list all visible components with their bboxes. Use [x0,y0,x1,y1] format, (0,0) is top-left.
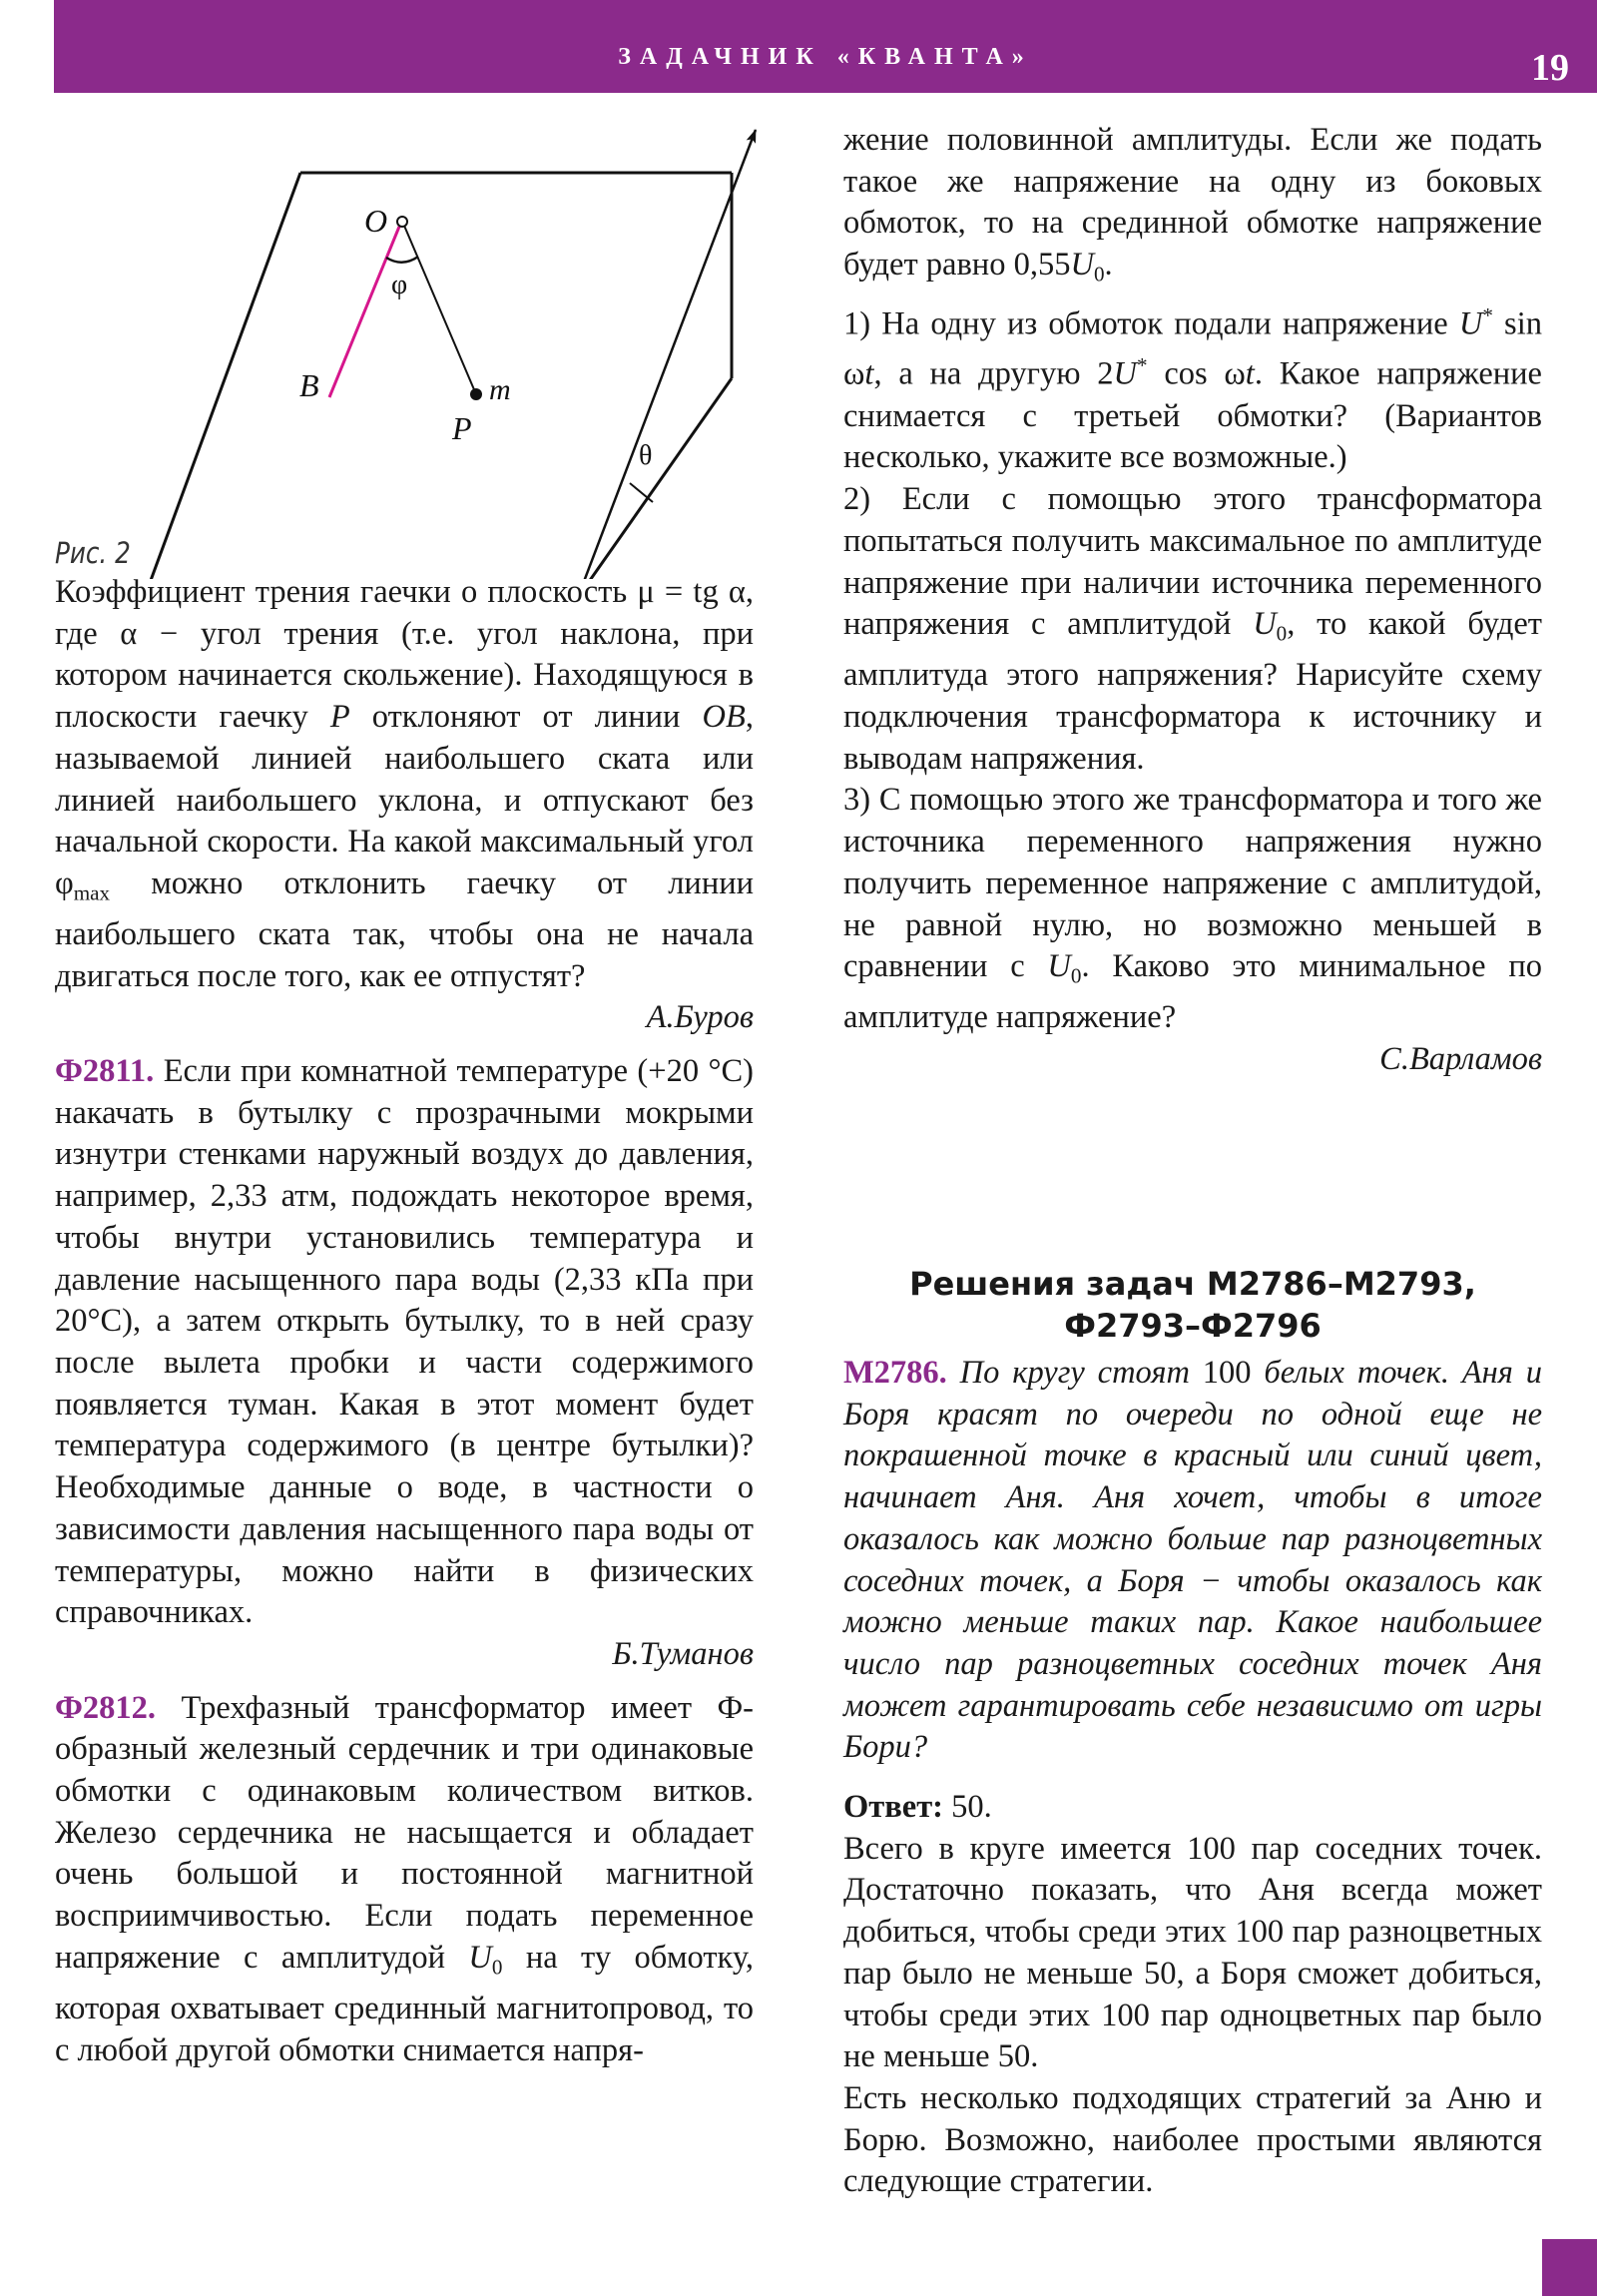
text-run: , называемой линией наибольшего ската или линией наибольшего уклона, и отпускают без начальной скорости. На какой максимальный угол [55,699,754,861]
figure-inclined-plane [40,110,779,579]
section-title-line: Ф2793–Ф2796 [1064,1307,1322,1345]
math-subscript-0: 0 [1276,621,1288,646]
label-P: P [452,410,472,446]
figure-caption: Рис. 2 [55,536,131,570]
text-run: , а на другую 2 [873,356,1114,393]
question-1 [843,295,1542,479]
side-edge [579,378,732,579]
theta-angle-mark [630,483,653,502]
problem-number: Ф2812. [55,1689,157,1726]
math-U: U [1070,247,1094,284]
problem-f2812-continued [843,120,1542,295]
question-3 [843,780,1542,1039]
label-phi: φ [391,270,408,300]
author-signature: А.Буров [646,999,754,1036]
math-P: P [329,699,350,736]
math-superscript-star: * [1137,353,1148,378]
problem-m2786 [843,1353,1542,1769]
right-column [843,120,1542,1081]
running-header [54,0,1597,93]
problem-f2812 [55,1688,754,2072]
question-2 [843,479,1542,780]
label-m: m [489,373,511,406]
slope-axis-arrow [542,130,756,579]
text-run: отклоняют от линии [349,699,703,736]
problem-f2810-text [55,572,754,997]
solutions-section [843,1263,1542,2203]
text-run: жение половинной амплитуды. Если же подать такое же напряжение на одну из боковых обмоток, то на срединной обмотке напряжение будет равно 0,55 [843,122,1542,284]
problem-f2811 [55,1051,754,1634]
mass-point-P [470,388,482,400]
math-U: U [1113,356,1138,393]
text-run: . Какое напряжение снимается с третьей обмотки? (Вариантов несколько, укажите все возможные.) [843,356,1542,476]
solution-paragraph: Есть несколько подходящих стратегий за Аню и Борю. Возможно, наиболее простыми являются следующие стратегии. [843,2079,1542,2200]
answer-value: 50. [943,1789,992,1826]
text-run: можно отклонить гаечку от линии наибольшего ската так, чтобы она не начала двигаться после того, как ее отпустят? [55,864,754,994]
section-title-line: Решения задач М2786–М2793, [909,1265,1476,1303]
journal-section-title: ЗАДАЧНИК «КВАНТА» [618,44,1033,70]
math-subscript-0: 0 [1070,963,1082,988]
author-signature: С.Варламов [1379,1040,1542,1077]
pivot-point-O [397,217,407,227]
plane-left-edge [110,173,300,579]
text-run: μ = tg α, где α − угол трения (т.е. угол наклона, при котором начинается скольжение). Находящуюся в плоскости гаечку [55,574,755,736]
problem-text: По кругу стоят [959,1355,1203,1391]
problem-number: М2786. [843,1355,947,1391]
phi-angle-arc [386,257,418,263]
text-run: cos ω [1147,356,1246,393]
math-t: t [1245,356,1255,393]
text-run: . Каково это минимальное по амплитуде напряжение? [843,948,1542,1036]
math-U: U [1253,606,1277,643]
label-theta: θ [639,440,653,471]
problem-number: Ф2811. [55,1053,155,1090]
problem-text: на ту обмотку, которая охватывает срединный магнитопровод, то с любой другой обмотки снимается напря- [55,1939,754,2068]
math-t: t [864,356,874,393]
math-subscript-0: 0 [1093,262,1105,287]
problem-text: 100 [1202,1355,1252,1391]
math-superscript-star: * [1482,303,1493,328]
text-run: sin ω [843,305,1542,393]
text-run: , то какой будет амплитуда этого напряжения? Нарисуйте схему подключения трансформатора к источнику и выводам напряжения. [843,606,1542,777]
math-subscript-0: 0 [491,1955,503,1980]
problem-text: Если при комнатной температуре (+20 °С) накачать в бутылку с прозрачными мокрыми изнутри стенками наружный воздух до давления, например, 2,33 атм, подождать некоторое время, чтобы внутри установились температура и давление насыщенного пара воды (2,33 кПа при 20°С), а затем открыть бутылку, то в ней сразу после вылета пробки и части содержимого появляется туман. Какая в этот момент будет температура содержимого (в центре бутылки)? Необходимые данные о воде, в частности о зависимости давления насыщенного пара воды от температуры, можно найти в физических справочниках. [55,1053,755,1631]
math-U: U [468,1939,492,1976]
problem-text: белых точек. Аня и Боря красят по очереди по одной еще не покрашенной точке в красный или синий цвет, начинает Аня. Аня хочет, чтобы в итоге оказалось как можно больше пар разноцветных соседних точек, а Боря − чтобы оказалось как можно меньше таких пар. Какое наибольшее число пар разноцветных соседних точек Аня может гарантировать себе независимо от игры Бори? [843,1355,1542,1766]
text-run: Коэффициент трения гаечки о плоскость [55,574,628,610]
line-OP [404,226,476,394]
math-U: U [1047,948,1071,985]
page-number: 19 [1531,47,1569,89]
problem-text: Трехфазный трансформатор имеет Ф-образный железный сердечник и три одинаковые обмотки с одинаковым количеством витков. Железо сердечника не насыщается и обладает очень большой и постоянной магнитной восприимчивостью. Если подать переменное напряжение с амплитудой [55,1689,754,1976]
label-O: O [364,203,388,239]
math-U: U [1458,305,1483,342]
answer [843,1787,1542,1829]
line-OB [329,227,399,397]
left-column [55,572,754,2071]
math-OB: OB [702,699,746,736]
author-signature: Б.Туманов [612,1635,754,1672]
text-run: 2) Если с помощью этого трансформатора попытаться получить максимальное по амплитуде напряжение при наличии источника переменного напряжения с амплитудой [843,481,1542,643]
text-run: 1) На одну из обмоток подали напряжение [843,305,1459,342]
label-B: B [299,367,319,403]
section-title [843,1263,1542,1347]
text-run: . [1104,247,1113,284]
text-run: 3) С помощью этого же трансформатора и того же источника переменного напряжения нужно получить переменное напряжение с амплитудой, не равной нулю, но возможно меньшей в сравнении с [843,782,1542,985]
corner-decoration [1542,2239,1597,2296]
answer-label: Ответ: [843,1789,944,1826]
math-subscript-max: max [73,880,111,905]
math-phi: φ [55,864,74,901]
solution-paragraph: Всего в круге имеется 100 пар соседних точек. Достаточно показать, что Аня всегда может добиться, чтобы среди этих 100 пар разноцветных пар было не меньше 50, а Боря сможет добиться, чтобы среди этих 100 пар одноцветных пар было не меньше 50. [843,1830,1542,2075]
